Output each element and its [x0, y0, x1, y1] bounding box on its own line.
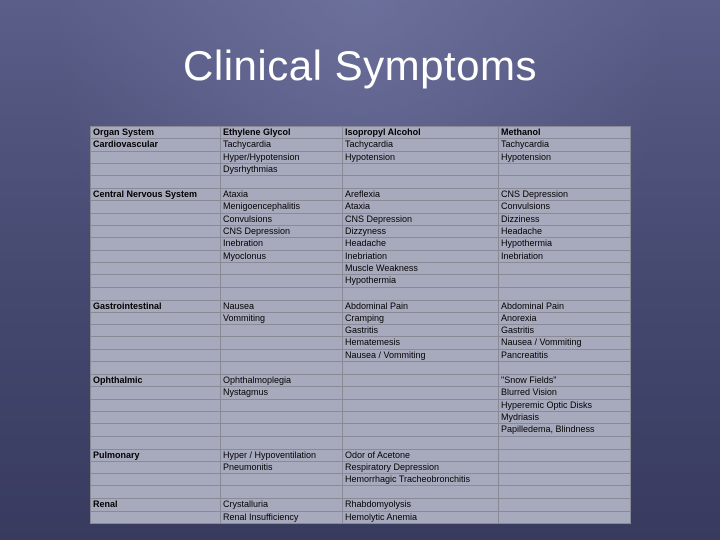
symptom-cell: [499, 499, 631, 511]
symptom-cell: Tachycardia: [343, 139, 499, 151]
symptom-cell: [343, 387, 499, 399]
group-spacer-row: [91, 362, 631, 375]
spacer-cell: [91, 436, 221, 449]
symptom-cell: CNS Depression: [221, 226, 343, 238]
symptom-cell: Gastritis: [499, 325, 631, 337]
table-row: [91, 226, 631, 238]
symptom-cell: [343, 399, 499, 411]
symptom-cell: Myoclonus: [221, 250, 343, 262]
symptom-cell: Cramping: [343, 312, 499, 324]
symptom-cell: "Snow Fields": [499, 375, 631, 387]
table-row: [91, 312, 631, 324]
organ-system-cell: [91, 262, 221, 274]
organ-system-cell: [91, 226, 221, 238]
symptom-cell: Hemorrhagic Tracheobronchitis: [343, 474, 499, 486]
header-cell: Methanol: [499, 127, 631, 139]
symptom-cell: Hypothermia: [343, 275, 499, 287]
organ-system-cell: [91, 325, 221, 337]
symptom-cell: Tachycardia: [221, 139, 343, 151]
symptom-cell: [499, 163, 631, 175]
symptom-cell: Vommiting: [221, 312, 343, 324]
symptom-cell: [221, 262, 343, 274]
symptom-cell: Hemolytic Anemia: [343, 511, 499, 523]
table-row: [91, 300, 631, 312]
symptom-cell: [221, 349, 343, 361]
symptom-cell: Headache: [499, 226, 631, 238]
symptom-cell: [499, 511, 631, 523]
table-row: [91, 424, 631, 436]
organ-system-cell: [91, 201, 221, 213]
table-row: [91, 349, 631, 361]
symptom-cell: [343, 424, 499, 436]
organ-system-cell: Gastrointestinal: [91, 300, 221, 312]
symptom-cell: [499, 275, 631, 287]
table-row: [91, 275, 631, 287]
table-row: [91, 411, 631, 423]
symptom-cell: Menigoencephalitis: [221, 201, 343, 213]
table-row: [91, 201, 631, 213]
symptom-cell: [499, 461, 631, 473]
symptom-cell: [221, 337, 343, 349]
table-row: [91, 250, 631, 262]
symptom-cell: Odor of Acetone: [343, 449, 499, 461]
symptom-cell: Hypotension: [499, 151, 631, 163]
symptom-cell: Inebriation: [343, 250, 499, 262]
clinical-symptoms-table: [90, 126, 631, 524]
symptom-cell: [499, 449, 631, 461]
spacer-cell: [221, 287, 343, 300]
symptom-cell: Dizziness: [499, 213, 631, 225]
organ-system-cell: [91, 511, 221, 523]
symptom-cell: Nystagmus: [221, 387, 343, 399]
symptom-cell: Abdominal Pain: [499, 300, 631, 312]
organ-system-cell: [91, 474, 221, 486]
symptom-cell: Respiratory Depression: [343, 461, 499, 473]
table-row: [91, 499, 631, 511]
table-row: [91, 151, 631, 163]
organ-system-cell: [91, 163, 221, 175]
spacer-cell: [91, 362, 221, 375]
organ-system-cell: [91, 312, 221, 324]
table-row: [91, 238, 631, 250]
symptom-cell: Mydriasis: [499, 411, 631, 423]
symptom-cell: Anorexia: [499, 312, 631, 324]
symptom-cell: Nausea: [221, 300, 343, 312]
organ-system-cell: [91, 337, 221, 349]
table-row: [91, 399, 631, 411]
organ-system-cell: [91, 349, 221, 361]
symptom-cell: Nausea / Vommiting: [499, 337, 631, 349]
spacer-cell: [499, 436, 631, 449]
table-header-row: [91, 127, 631, 139]
group-spacer-row: [91, 436, 631, 449]
spacer-cell: [221, 176, 343, 189]
organ-system-cell: [91, 424, 221, 436]
symptom-cell: Convulsions: [499, 201, 631, 213]
table-row: [91, 163, 631, 175]
symptom-cell: [343, 375, 499, 387]
spacer-cell: [499, 176, 631, 189]
symptom-cell: Ataxia: [343, 201, 499, 213]
table-row: [91, 262, 631, 274]
header-cell: Isopropyl Alcohol: [343, 127, 499, 139]
table-row: [91, 189, 631, 201]
symptom-cell: Hypothermia: [499, 238, 631, 250]
slide-title: Clinical Symptoms: [183, 42, 537, 89]
spacer-cell: [499, 362, 631, 375]
organ-system-cell: Ophthalmic: [91, 375, 221, 387]
symptom-cell: CNS Depression: [343, 213, 499, 225]
symptom-cell: [221, 411, 343, 423]
spacer-cell: [343, 287, 499, 300]
organ-system-cell: [91, 387, 221, 399]
organ-system-cell: [91, 213, 221, 225]
table-row: [91, 387, 631, 399]
symptom-cell: Muscle Weakness: [343, 262, 499, 274]
organ-system-cell: [91, 399, 221, 411]
table-body: [91, 127, 631, 524]
spacer-cell: [91, 176, 221, 189]
symptom-cell: Renal Insufficiency: [221, 511, 343, 523]
spacer-cell: [221, 362, 343, 375]
organ-system-cell: [91, 411, 221, 423]
spacer-cell: [91, 486, 221, 499]
symptom-cell: Tachycardia: [499, 139, 631, 151]
symptom-cell: Hyperemic Optic Disks: [499, 399, 631, 411]
symptom-cell: Dysrhythmias: [221, 163, 343, 175]
spacer-cell: [343, 436, 499, 449]
spacer-cell: [499, 486, 631, 499]
organ-system-cell: [91, 461, 221, 473]
symptom-cell: Hematemesis: [343, 337, 499, 349]
table-row: [91, 449, 631, 461]
spacer-cell: [343, 176, 499, 189]
table-row: [91, 139, 631, 151]
symptom-cell: [221, 399, 343, 411]
organ-system-cell: Central Nervous System: [91, 189, 221, 201]
organ-system-cell: Cardiovascular: [91, 139, 221, 151]
symptom-cell: Areflexia: [343, 189, 499, 201]
symptom-cell: Rhabdomyolysis: [343, 499, 499, 511]
symptom-cell: Convulsions: [221, 213, 343, 225]
spacer-cell: [221, 486, 343, 499]
symptom-cell: Ophthalmoplegia: [221, 375, 343, 387]
symptom-cell: Dizzyness: [343, 226, 499, 238]
symptom-cell: [221, 424, 343, 436]
symptom-cell: Inebriation: [499, 250, 631, 262]
spacer-cell: [499, 287, 631, 300]
symptom-cell: Abdominal Pain: [343, 300, 499, 312]
spacer-cell: [343, 362, 499, 375]
table-row: [91, 375, 631, 387]
symptom-cell: Pneumonitis: [221, 461, 343, 473]
symptom-cell: Papilledema, Blindness: [499, 424, 631, 436]
table-row: [91, 511, 631, 523]
symptom-cell: Inebration: [221, 238, 343, 250]
symptom-cell: CNS Depression: [499, 189, 631, 201]
symptom-cell: Crystalluria: [221, 499, 343, 511]
symptom-cell: [343, 411, 499, 423]
symptom-cell: Headache: [343, 238, 499, 250]
symptom-cell: Blurred Vision: [499, 387, 631, 399]
symptom-cell: Hyper/Hypotension: [221, 151, 343, 163]
symptom-cell: [221, 275, 343, 287]
header-cell: Organ System: [91, 127, 221, 139]
symptom-cell: Nausea / Vommiting: [343, 349, 499, 361]
table-row: [91, 325, 631, 337]
organ-system-cell: [91, 250, 221, 262]
organ-system-cell: Renal: [91, 499, 221, 511]
organ-system-cell: [91, 238, 221, 250]
spacer-cell: [91, 287, 221, 300]
organ-system-cell: Pulmonary: [91, 449, 221, 461]
organ-system-cell: [91, 275, 221, 287]
spacer-cell: [221, 436, 343, 449]
group-spacer-row: [91, 287, 631, 300]
symptom-cell: [499, 262, 631, 274]
header-cell: Ethylene Glycol: [221, 127, 343, 139]
table-row: [91, 474, 631, 486]
symptom-cell: [221, 474, 343, 486]
group-spacer-row: [91, 176, 631, 189]
symptom-cell: Pancreatitis: [499, 349, 631, 361]
table-row: [91, 461, 631, 473]
symptom-cell: [221, 325, 343, 337]
spacer-cell: [343, 486, 499, 499]
table-row: [91, 337, 631, 349]
symptom-cell: Hypotension: [343, 151, 499, 163]
symptom-cell: Gastritis: [343, 325, 499, 337]
symptom-cell: Hyper / Hypoventilation: [221, 449, 343, 461]
symptom-cell: [343, 163, 499, 175]
table-row: [91, 213, 631, 225]
organ-system-cell: [91, 151, 221, 163]
symptom-cell: [499, 474, 631, 486]
symptom-cell: Ataxia: [221, 189, 343, 201]
group-spacer-row: [91, 486, 631, 499]
